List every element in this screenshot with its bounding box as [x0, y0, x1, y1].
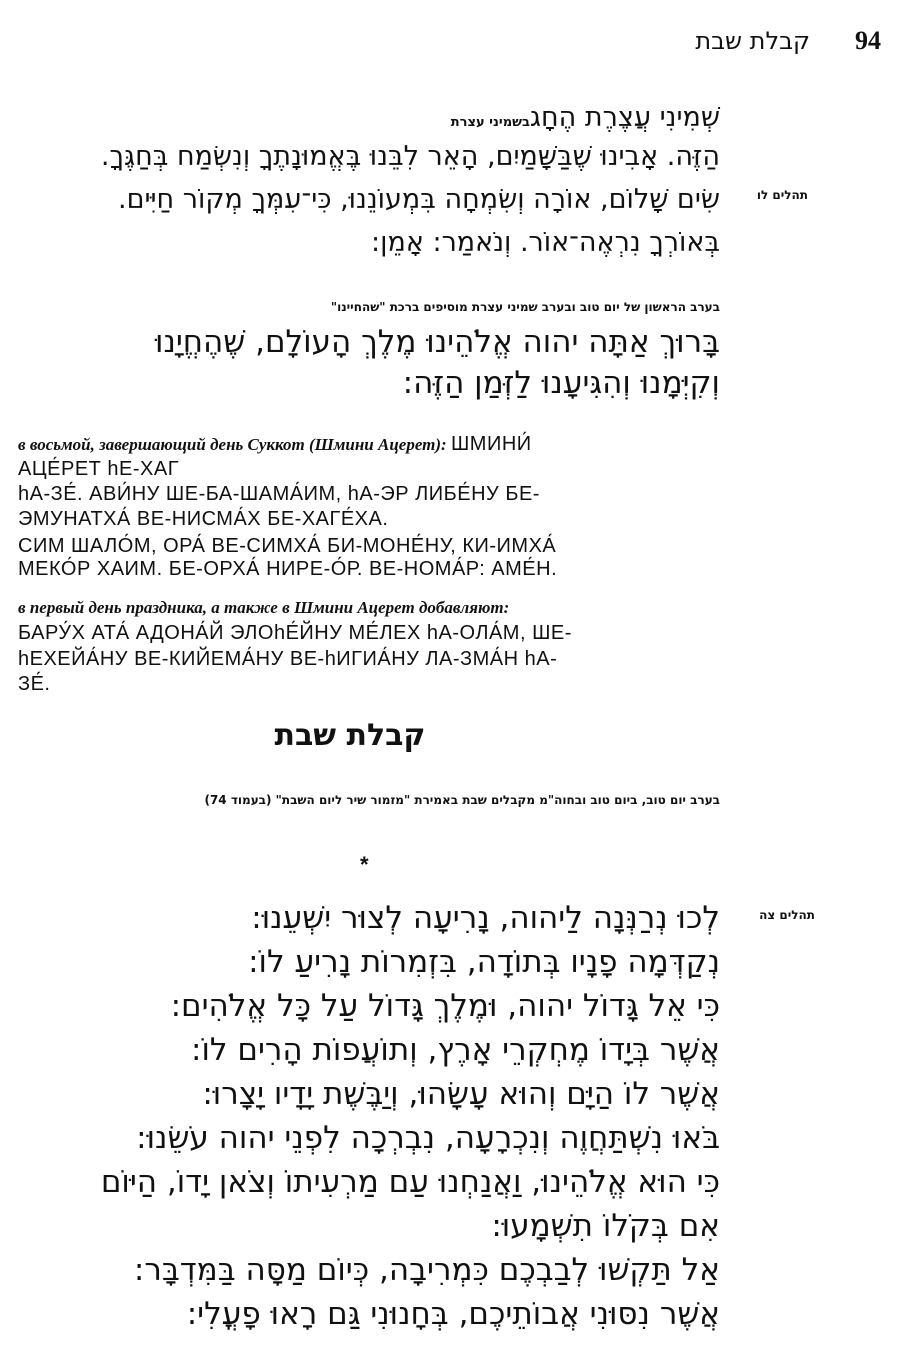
russian-text-1-line-4: ЭМУНАТХА́ ВЕ-НИСМА́Х БЕ-ХАГЕ́ХА.: [18, 508, 389, 530]
shemini-line-3: שִׂים שָׁלוֹם, אוֹרָה וְשִׂמְחָה בִּמְעוֹנֵנוּ, כִּי־עִמְּךָ מְקוֹר חַיִּים.: [117, 184, 720, 215]
russian-note-1: [18, 432, 718, 457]
section-divider-star: *: [360, 852, 369, 877]
psalm-line: אֲשֶׁר לוֹ הַיָּם וְהוּא עָשָׂהוּ, וְיַבֶּשֶׁת יָדָיו יָצָרוּ:: [202, 1076, 720, 1112]
shemini-line-4: בְּאוֹרְךָ נִרְאֶה־אוֹר. וְנֹאמַר: אָמֵן:: [371, 227, 720, 258]
psalm-line: אֲשֶׁר בְּיָדוֹ מֶחְקְרֵי אָרֶץ, וְתוֹעֲפוֹת הָרִים לוֹ:: [191, 1032, 720, 1068]
shehecheyanu-line-2: וְקִיְּמָנוּ וְהִגִּיעָנוּ לַזְּמַן הַזֶּה:: [402, 365, 720, 401]
page-number: 94: [855, 26, 881, 55]
russian-text-1-line-1: ШМИНИ́: [450, 433, 532, 455]
psalm-line: כִּי הוּא אֱלֹהֵינוּ, וַאֲנַחְנוּ עַם מַרְעִיתוֹ וְצֹאן יָדוֹ, הַיּוֹם: [100, 1164, 720, 1200]
russian-text-1-line-2: АЦЕ́РЕТ hЕ-ХАГ: [18, 458, 180, 480]
psalm-line: אִם בְּקֹלוֹ תִשְׁמָעוּ:: [491, 1208, 720, 1244]
shemini-line-2: הַזֶּה. אָבִינוּ שֶׁבַּשָּׁמַיִם, הָאֵר לִבֵּנוּ בֶּאֱמוּנָתֶךָ וְנִשְׂמַח בְּחַגֶּךָ.: [100, 141, 720, 172]
russian-text-1-line-3: hА-ЗЕ́. АВИ́НУ ШЕ-БА-ШАМА́ИМ, hА-ЭР ЛИБЕ́НУ БЕ-: [18, 483, 540, 505]
russian-note-1-text: в восьмой, завершающий день Суккот (Шмини Ацерет):: [18, 435, 447, 454]
shemini-line-1: [445, 100, 720, 141]
russian-note-2: в первый день праздника, а также в Шмини Ацерет добавляют:: [18, 598, 510, 617]
russian-text-1-line-6: МЕКО́Р ХАИМ. БЕ-ОРХА́ НИРЕ-О́Р. ВЕ-НОМА́Р: АМЕ́Н.: [18, 558, 558, 580]
psalm-line: אַל תַּקְשׁוּ לְבַבְכֶם כִּמְרִיבָה, כְּיוֹם מַסָּה בַּמִּדְבָּר:: [133, 1252, 720, 1288]
russian-text-2-line-1: БАРУ́Х АТА́ АДОНА́Й ЭЛОhЕ́ЙНУ МЕ́ЛЕХ hА-ОЛА́М, ШЕ-: [18, 622, 572, 644]
margin-note-psalm-95: תהלים צה: [759, 908, 815, 922]
psalm-line: כִּי אֵל גָּדוֹל יהוה, וּמֶלֶךְ גָּדוֹל עַל כָּל אֱלֹהִים:: [170, 988, 720, 1024]
russian-text-1-line-5: СИМ ШАЛО́М, ОРА́ ВЕ-СИМХА́ БИ-МОНЕ́НУ, КИ-ИМХА́: [18, 535, 557, 557]
shehecheyanu-note: בערב הראשון של יום טוב ובערב שמיני עצרת מוסיפים ברכת "שהחיינו": [330, 300, 720, 314]
psalm-line: לְכוּ נְרַנְּנָה לַיהוה, נָרִיעָה לְצוּר יִשְׁעֵנוּ:: [251, 900, 720, 936]
russian-text-2-line-2: hЕХЕЙА́НУ ВЕ-КИЙЕМА́НУ ВЕ-hИГИА́НУ ЛА-ЗМА́Н hА-: [18, 648, 558, 670]
margin-note-psalm-36: תהלים לו: [756, 188, 808, 202]
shemini-text-1: שְׁמִינִי עֲצֶרֶת הֶחָג: [529, 102, 720, 133]
shehecheyanu-line-1: בָּרוּךְ אַתָּה יהוה אֱלֹהֵינוּ מֶלֶךְ הָעוֹלָם, שֶׁהֶחֱיָנוּ: [155, 324, 720, 360]
psalm-line: נְקַדְּמָה פָנָיו בְּתוֹדָה, בִּזְמִרוֹת נָרִיעַ לוֹ:: [248, 944, 720, 980]
psalm-line: בֹּאוּ נִשְׁתַּחֲוֶה וְנִכְרָעָה, נִבְרְכָה לִפְנֵי יהוה עֹשֵׂנוּ:: [136, 1120, 720, 1156]
russian-text-2-line-3: ЗЕ́.: [18, 673, 51, 695]
kabbalat-note: בערב יום טוב, ביום טוב ובחוה"מ מקבלים שבת באמירת "מזמור שיר ליום השבת" (בעמוד 74): [204, 793, 720, 807]
shemini-inline-note: בשמיני עצרת: [450, 115, 530, 130]
running-head: קבלת שבת: [695, 27, 810, 55]
psalm-line: אֲשֶׁר נִסּוּנִי אֲבוֹתֵיכֶם, בְּחָנוּנִי גַּם רָאוּ פָעֳלִי:: [186, 1296, 720, 1332]
section-title: קבלת שבת: [274, 718, 426, 753]
